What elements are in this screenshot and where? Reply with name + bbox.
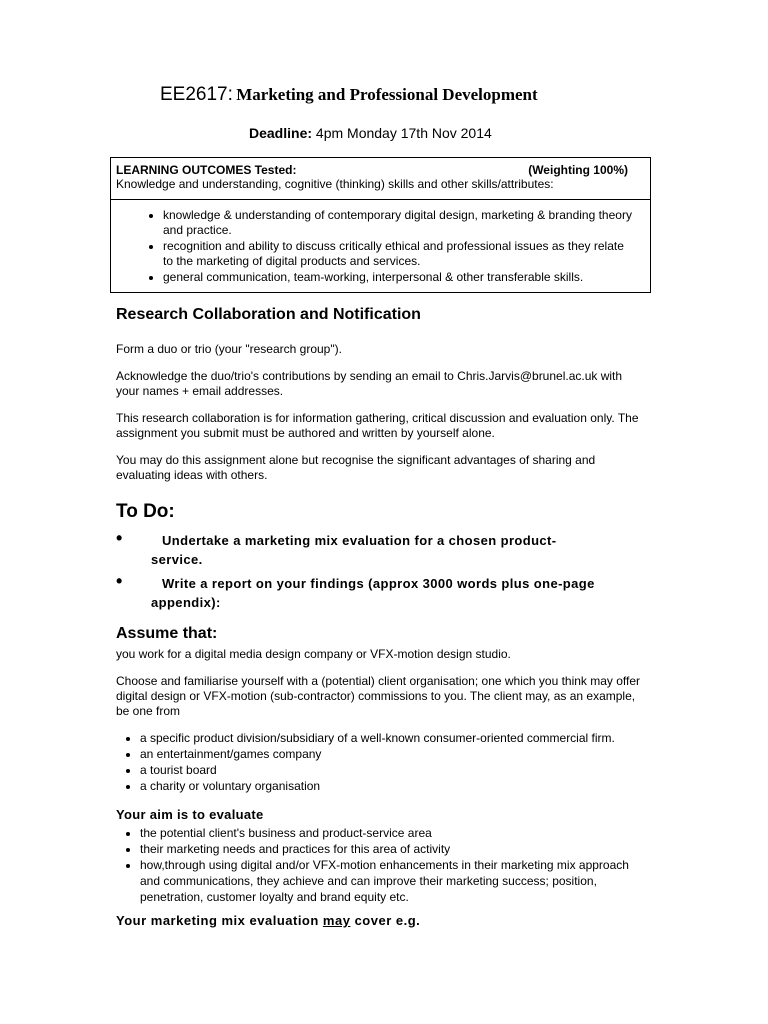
- deadline: [249, 126, 492, 140]
- bullet-icon: •: [116, 571, 123, 591]
- list-item: • the potential client's business and product-service area: [140, 825, 651, 841]
- assume-paragraph-2: Choose and familiarise yourself with a (potential) client organisation; one which you think may offer digital design or VFX-motion (sub-contractor) commissions to you. The client may, as an example, be one from: [116, 674, 641, 718]
- document-title: [160, 84, 680, 105]
- outcomes-header: [116, 163, 645, 195]
- outcomes-subheading: Knowledge and understanding, cognitive (thinking) skills and other skills/attributes:: [116, 177, 554, 191]
- list-item: • a tourist board: [140, 762, 651, 778]
- research-paragraph-2: Acknowledge the duo/trio's contributions by sending an email to Chris.Jarvis@brunel.ac.uk with your names + email addresses.: [116, 369, 623, 398]
- research-paragraph-3: This research collaboration is for information gathering, critical discussion and evaluation only. The assignment you submit must be authored and written by yourself alone.: [116, 411, 639, 440]
- list-item: • a charity or voluntary organisation: [140, 778, 651, 794]
- research-paragraph-4: You may do this assignment alone but recognise the significant advantages of sharing and evaluating ideas with others.: [116, 453, 596, 482]
- mix-heading-emphasis: may: [322, 913, 351, 928]
- deadline-value: 4pm Monday 17th Nov 2014: [315, 125, 492, 141]
- mix-heading: [116, 914, 420, 928]
- research-paragraph-1: Form a duo or trio (your "research group").: [116, 342, 342, 356]
- outcome-item: • recognition and ability to discuss critically ethical and professional issues as they relate to the marketing of digital products and services.: [163, 239, 634, 269]
- list-item: • how,through using digital and/or VFX-motion enhancements in their marketing mix approach and communications, they achieve and can improve their marketing success; position, penetration, customer loyalty and brand equity etc.: [140, 857, 651, 905]
- research-heading: Research Collaboration and Notification: [116, 306, 421, 323]
- outcomes-list: [119, 208, 634, 286]
- learning-outcomes-box: [110, 157, 651, 293]
- todo-item: [116, 571, 646, 612]
- list-item: • their marketing needs and practices for this area of activity: [140, 841, 651, 857]
- module-name: Marketing and Professional Development: [236, 85, 538, 104]
- todo-item-line-2: appendix):: [151, 595, 221, 610]
- bullet-icon: •: [116, 528, 123, 548]
- aim-heading: Your aim is to evaluate: [116, 807, 264, 822]
- todo-item: [116, 528, 646, 569]
- outcome-item: • knowledge & understanding of contemporary digital design, marketing & branding theory and practice.: [163, 208, 634, 238]
- assume-heading: Assume that:: [116, 625, 218, 642]
- todo-heading: To Do:: [116, 501, 175, 522]
- client-examples-list: [116, 730, 651, 794]
- aim-list: [116, 825, 651, 905]
- assume-paragraph-1: you work for a digital media design company or VFX-motion design studio.: [116, 647, 511, 661]
- outcomes-heading: LEARNING OUTCOMES Tested:: [116, 163, 297, 177]
- outcome-item: • general communication, team-working, interpersonal & other transferable skills.: [163, 270, 634, 285]
- list-item: • a specific product division/subsidiary of a well-known consumer-oriented commercial firm.: [140, 730, 651, 746]
- deadline-label: Deadline:: [249, 125, 313, 141]
- outcomes-divider: [111, 199, 650, 200]
- list-item: • an entertainment/games company: [140, 746, 651, 762]
- mix-heading-end: cover e.g.: [350, 913, 421, 928]
- outcomes-weighting: (Weighting 100%): [528, 163, 628, 177]
- module-code: EE2617:: [160, 84, 233, 105]
- todo-item-line-2: service.: [151, 552, 203, 567]
- todo-item-line-1: Write a report on your findings (approx 3000 words plus one-page: [162, 576, 595, 591]
- todo-item-line-1: Undertake a marketing mix evaluation for a chosen product-: [162, 533, 557, 548]
- mix-heading-start: Your marketing mix evaluation: [116, 913, 323, 928]
